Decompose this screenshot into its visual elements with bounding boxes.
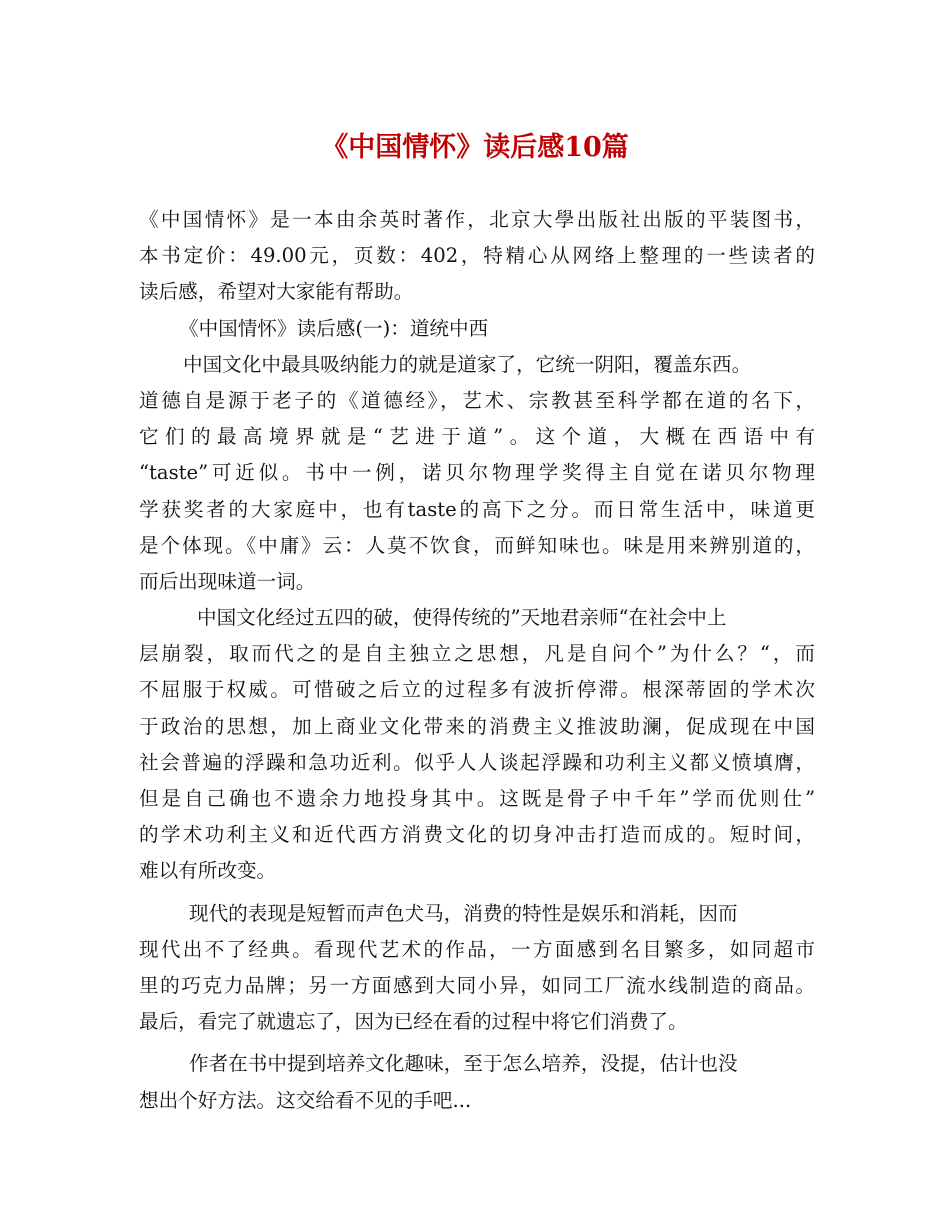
paragraph-line: 里的巧克力品牌；另一方面感到大同小异，如同工厂流水线制造的商品。 [139, 973, 815, 997]
paragraph-line: 学获奖者的大家庭中，也有taste的高下之分。而日常生活中，味道更 [139, 497, 815, 521]
paragraph-line: 社会普遍的浮躁和急功近利。似乎人人谈起浮躁和功利主义都义愤填膺， [139, 750, 815, 774]
paragraph-line: 现代的表现是短暂而声色犬马，消费的特性是娱乐和消耗，因而 [189, 901, 738, 925]
paragraph-line: 的学术功利主义和近代西方消费文化的切身冲击打造而成的。短时间， [139, 823, 815, 847]
paragraph-line: 难以有所改变。 [139, 859, 277, 883]
paragraph-line: 现代出不了经典。看现代艺术的作品，一方面感到名目繁多，如同超市 [139, 937, 815, 961]
document-body [139, 202, 815, 1119]
paragraph-line: 中国文化经过五四的破，使得传统的”天地君亲师“在社会中上 [197, 606, 727, 630]
paragraph-line: 想出个好方法。这交给看不见的手吧... [139, 1088, 472, 1112]
paragraph-line: 《中国情怀》是一本由余英时著作，北京大學出版社出版的平装图书， [139, 208, 815, 231]
paragraph-line: 道德自是源于老子的《道德经》，艺术、宗教甚至科学都在道的名下， [139, 388, 815, 412]
paragraph-line: 中国文化中最具吸纳能力的就是道家了，它统一阴阳，覆盖东西。 [183, 352, 752, 376]
document-title: 《中国情怀》读后感10篇 [321, 132, 629, 163]
paragraph-line: 本书定价：49.00元，页数：402，特精心从网络上整理的一些读者的 [139, 244, 815, 268]
paragraph-line: 最后，看完了就遗忘了，因为已经在看的过程中将它们消费了。 [139, 1010, 688, 1034]
paragraph-line: 但是自己确也不遗余力地投身其中。这既是骨子中千年”学而优则仕” [139, 787, 815, 810]
paragraph-line: 于政治的思想，加上商业文化带来的消费主义推波助澜，促成现在中国 [139, 714, 815, 738]
paragraph-line: 它们的最高境界就是“艺进于道”。这个道，大概在西语中有 [139, 425, 815, 449]
paragraph-line: 读后感，希望对大家能有帮助。 [139, 280, 414, 304]
paragraph-line: 是个体现。《中庸》云：人莫不饮食，而鲜知味也。味是用来辨别道的， [139, 533, 815, 557]
paragraph-line: 作者在书中提到培养文化趣味，至于怎么培养，没提，估计也没 [189, 1052, 738, 1076]
paragraph-line: 不屈服于权威。可惜破之后立的过程多有波折停滞。根深蒂固的学术次 [139, 678, 815, 702]
paragraph-line: 而后出现味道一词。 [139, 569, 316, 593]
section-heading: 《中国情怀》读后感(一)：道统中西 [179, 316, 489, 340]
paragraph-line: “taste”可近似。书中一例，诺贝尔物理学奖得主自觉在诺贝尔物理 [139, 461, 815, 485]
paragraph-line: 层崩裂，取而代之的是自主独立之思想，凡是自问个”为什么？“，而 [139, 642, 815, 666]
